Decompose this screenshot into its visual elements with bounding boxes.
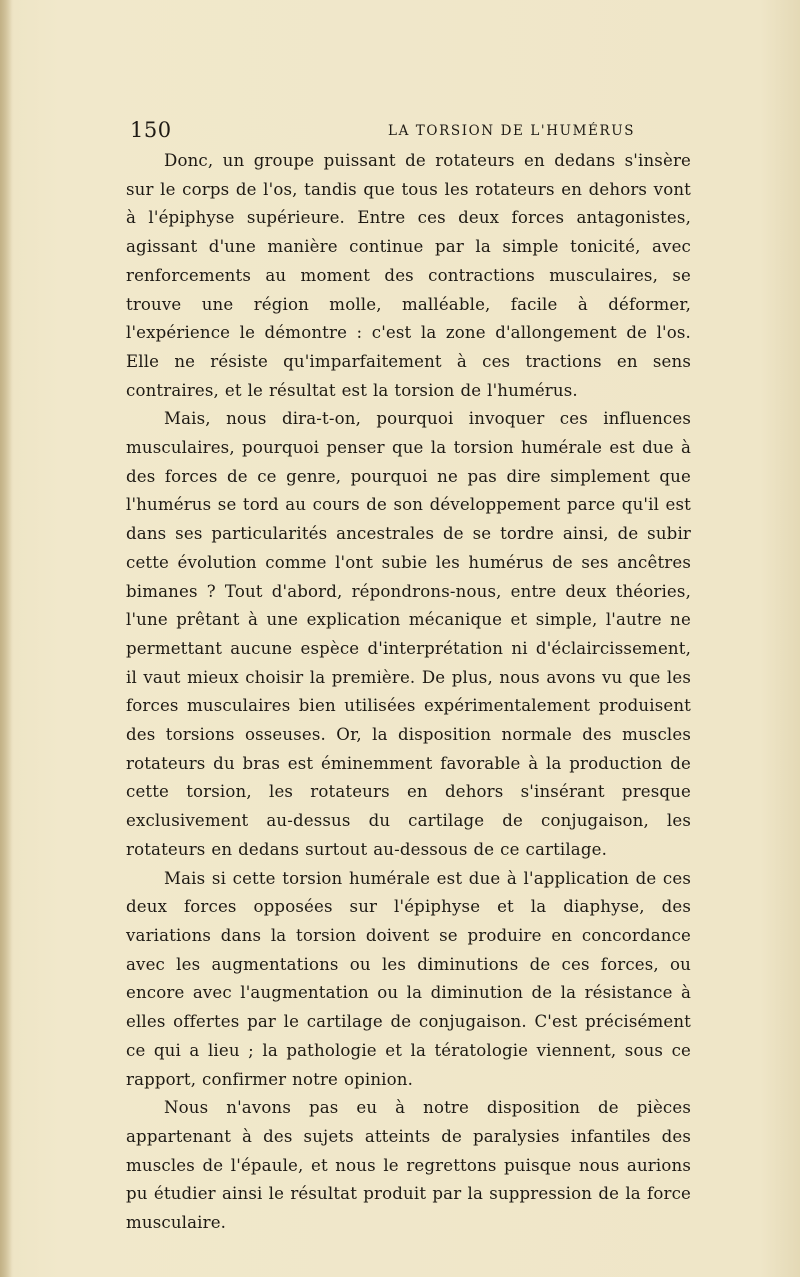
body-text xyxy=(126,147,691,1238)
paragraph: Mais si cette torsion humérale est due à l'application de ces deux forces opposées sur l'épiphyse et la diaphyse, des variations dans la torsion doivent se produire en concordance avec les augmentations ou les diminutions de ces forces, ou encore avec l'augmentation ou la diminution de la résistance à elles offertes par le cartilage de conjugaison. C'est précisément ce qui a lieu ; la pathologie et la tératologie viennent, sous ce rapport, confirmer notre opinion. xyxy=(126,868,691,1089)
paragraph: Nous n'avons pas eu à notre disposition de pièces appartenant à des sujets atteints de paralysies infantiles des muscles de l'épaule, et nous le regrettons puisque nous aurions pu étudier ainsi le résultat produit par la suppression de la force musculaire. xyxy=(126,1098,691,1233)
paragraph: Mais, nous dira-t-on, pourquoi invoquer ces influences musculaires, pourquoi penser que la torsion humérale est due à des forces de ce genre, pourquoi ne pas dire simplement que l'humérus se tord au cours de son développement parce qu'il est dans ses particularités ancestrales de se tordre ainsi, de subir cette évolution comme l'ont subie les humérus de ses ancêtres bimanes ? Tout d'abord, répondrons-nous, entre deux théories, l'une prêtant à une explication mécanique et simple, l'autre ne permettant aucune espèce d'interprétation ni d'éclaircissement, il vaut mieux choisir la première. De plus, nous avons vu que les forces musculaires bien utilisées expérimentalement produisent des torsions osseuses. Or, la disposition normale des muscles rotateurs du bras est éminemment favorable à la production de cette torsion, les rotateurs en dehors s'insérant presque exclusivement au-dessus du cartilage de conjugaison, les rotateurs en dedans surtout au-dessous de ce cartilage. xyxy=(126,409,691,859)
binding-shadow xyxy=(0,0,12,1277)
running-title: LA TORSION DE L'HUMÉRUS xyxy=(388,123,636,139)
page-header xyxy=(130,118,690,144)
paragraph: Donc, un groupe puissant de rotateurs en dedans s'insère sur le corps de l'os, tandis que tous les rotateurs en dehors vont à l'épiphyse supérieure. Entre ces deux forces antagonistes, agissant d'une manière continue par la simple tonicité, avec renforcements au moment des contractions musculaires, se trouve une région molle, malléable, facile à déformer, l'expérience le démontre : c'est la zone d'allongement de l'os. Elle ne résiste qu'imparfaitement à ces tractions en sens contraires, et le résultat est la torsion de l'humérus. xyxy=(126,151,691,400)
page-number: 150 xyxy=(130,118,172,142)
